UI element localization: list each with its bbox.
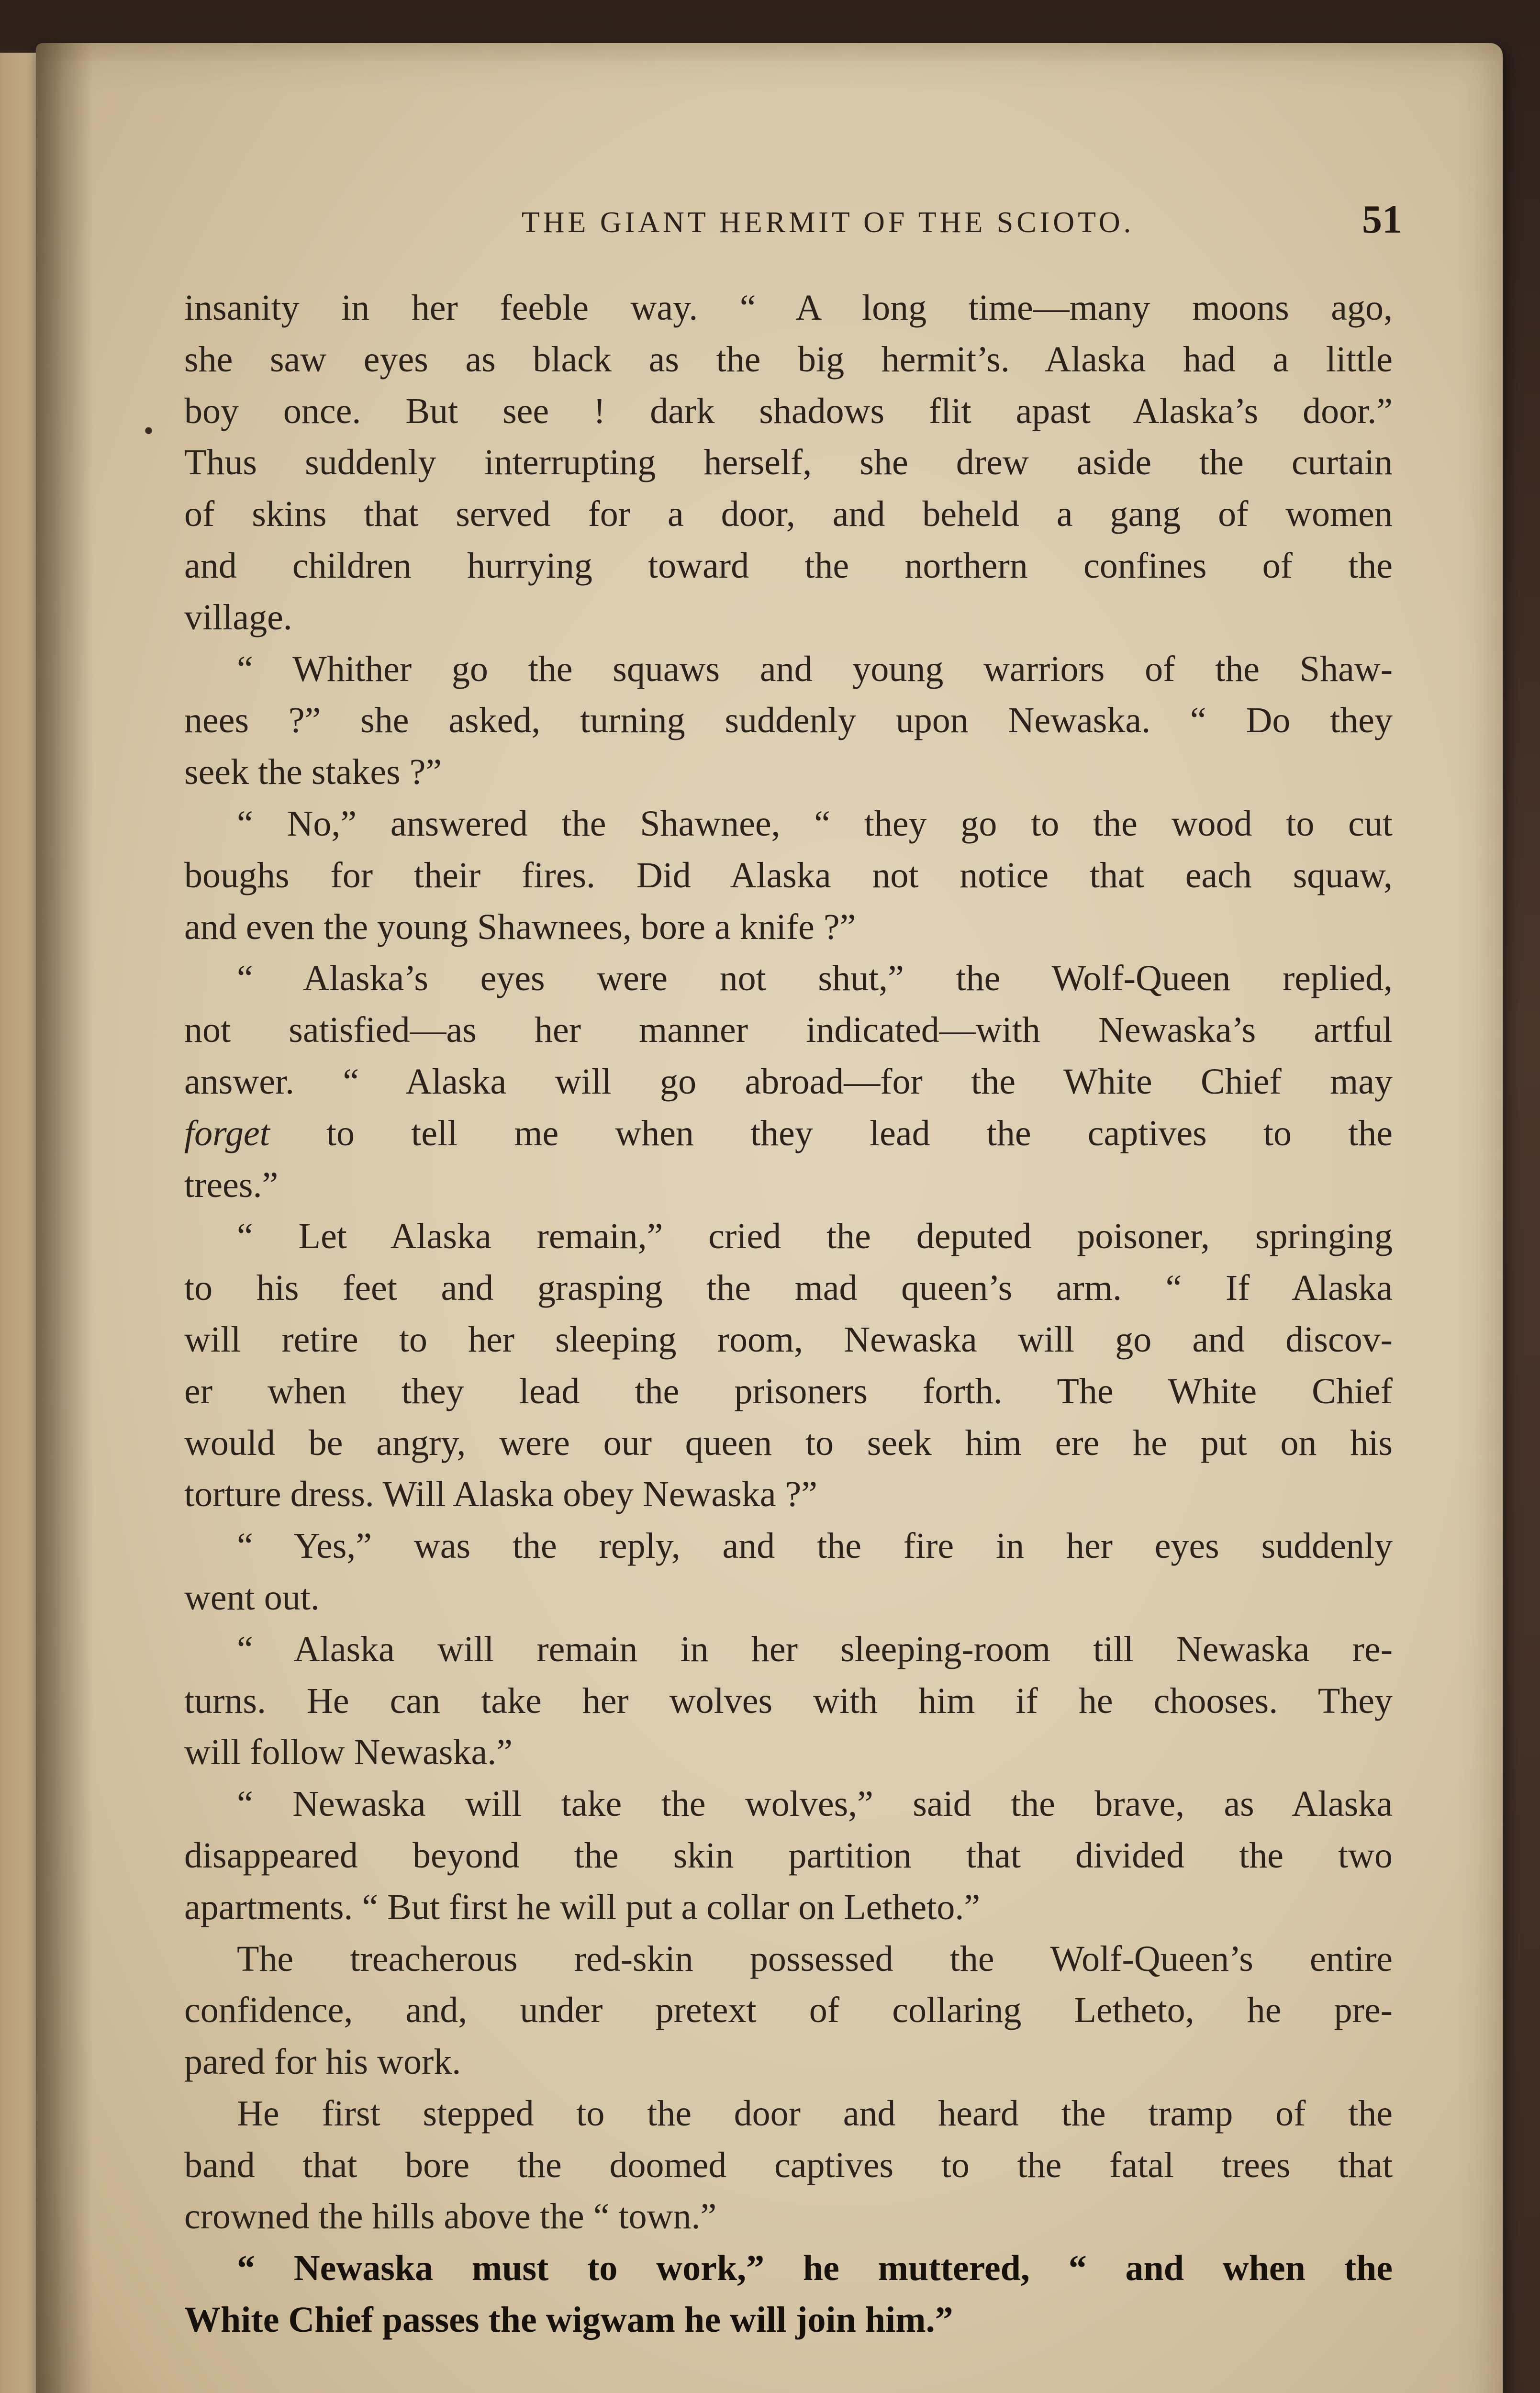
text-line: and children hurrying toward the northern confines of the [184, 545, 1393, 586]
text-line: “ Yes,” was the reply, and the fire in her eyes suddenly [237, 1526, 1393, 1566]
text-line: seek the stakes ?” [184, 752, 442, 793]
text-line: pared for his work. [184, 2042, 461, 2082]
text-line: The treacherous red-skin possessed the Wolf-Queen’s entire [237, 1938, 1393, 1979]
text-line: confidence, and, under pretext of collaring Letheto, he pre- [184, 1990, 1393, 2031]
text-line: insanity in her feeble way. “ A long time—many moons ago, [184, 288, 1393, 328]
text-line: torture dress. Will Alaska obey Newaska ?” [184, 1474, 818, 1515]
text-line: Thus suddenly interrupting herself, she drew aside the curtain [184, 442, 1393, 483]
text-line: He first stepped to the door and heard the tramp of the [237, 2093, 1393, 2134]
text-line: disappeared beyond the skin partition that divided the two [184, 1835, 1393, 1876]
text-line: of skins that served for a door, and beheld a gang of women [184, 494, 1393, 535]
text-line: she saw eyes as black as the big hermit’s. Alaska had a little [184, 339, 1393, 380]
text-line: “ Alaska will remain in her sleeping-room till Newaska re- [237, 1629, 1393, 1669]
body-text [184, 282, 1393, 2346]
margin-dot: • [144, 415, 154, 447]
text-line: not satisfied—as her manner indicated—with Newaska’s artful [184, 1010, 1393, 1051]
text-line: White Chief passes the wigwam he will join him.” [184, 2300, 953, 2340]
text-line: turns. He can take her wolves with him if he chooses. They [184, 1680, 1393, 1721]
text-line: crowned the hills above the “ town.” [184, 2196, 717, 2237]
text-line: “ Whither go the squaws and young warriors of the Shaw- [237, 649, 1393, 689]
text-line: would be angry, were our queen to seek him ere he put on his [184, 1422, 1393, 1463]
text-line: “ No,” answered the Shawnee, “ they go to the wood to cut [237, 803, 1393, 844]
text-line: and even the young Shawnees, bore a knife ?” [184, 906, 856, 947]
text-line: “ Alaska’s eyes were not shut,” the Wolf-Queen replied, [237, 958, 1393, 999]
running-head: THE GIANT HERMIT OF THE SCIOTO. [521, 206, 1135, 239]
text-line [184, 1108, 1393, 1160]
text-line: boughs for their fires. Did Alaska not notice that each squaw, [184, 855, 1393, 895]
text-line: er when they lead the prisoners forth. The White Chief [184, 1371, 1393, 1411]
text-line: answer. “ Alaska will go abroad—for the White Chief may [184, 1061, 1393, 1102]
text-line: “ Newaska must to work,” he muttered, “ and when the [237, 2248, 1393, 2289]
text-line: apartments. “ But first he will put a collar on Letheto.” [184, 1887, 981, 1927]
text-line: to his feet and grasping the mad queen’s arm. “ If Alaska [184, 1268, 1393, 1308]
text-line: went out. [184, 1577, 320, 1618]
text-line: “ Newaska will take the wolves,” said the brave, as Alaska [237, 1784, 1393, 1824]
text-line: will follow Newaska.” [184, 1732, 513, 1773]
text-line: nees ?” she asked, turning suddenly upon Newaska. “ Do they [184, 700, 1393, 741]
text-line: band that bore the doomed captives to the fatal trees that [184, 2145, 1393, 2185]
emphasized-word: forget [184, 1113, 270, 1153]
text-line: will retire to her sleeping room, Newaska will go and discov- [184, 1319, 1393, 1360]
text-line: boy once. But see ! dark shadows flit apast Alaska’s door.” [184, 391, 1393, 431]
page-number: 51 [1362, 197, 1402, 242]
line-remainder: to tell me when they lead the captives to the [269, 1113, 1393, 1153]
text-line: trees.” [184, 1164, 279, 1205]
text-line: “ Let Alaska remain,” cried the deputed poisoner, springing [237, 1216, 1393, 1257]
text-line: village. [184, 597, 292, 637]
